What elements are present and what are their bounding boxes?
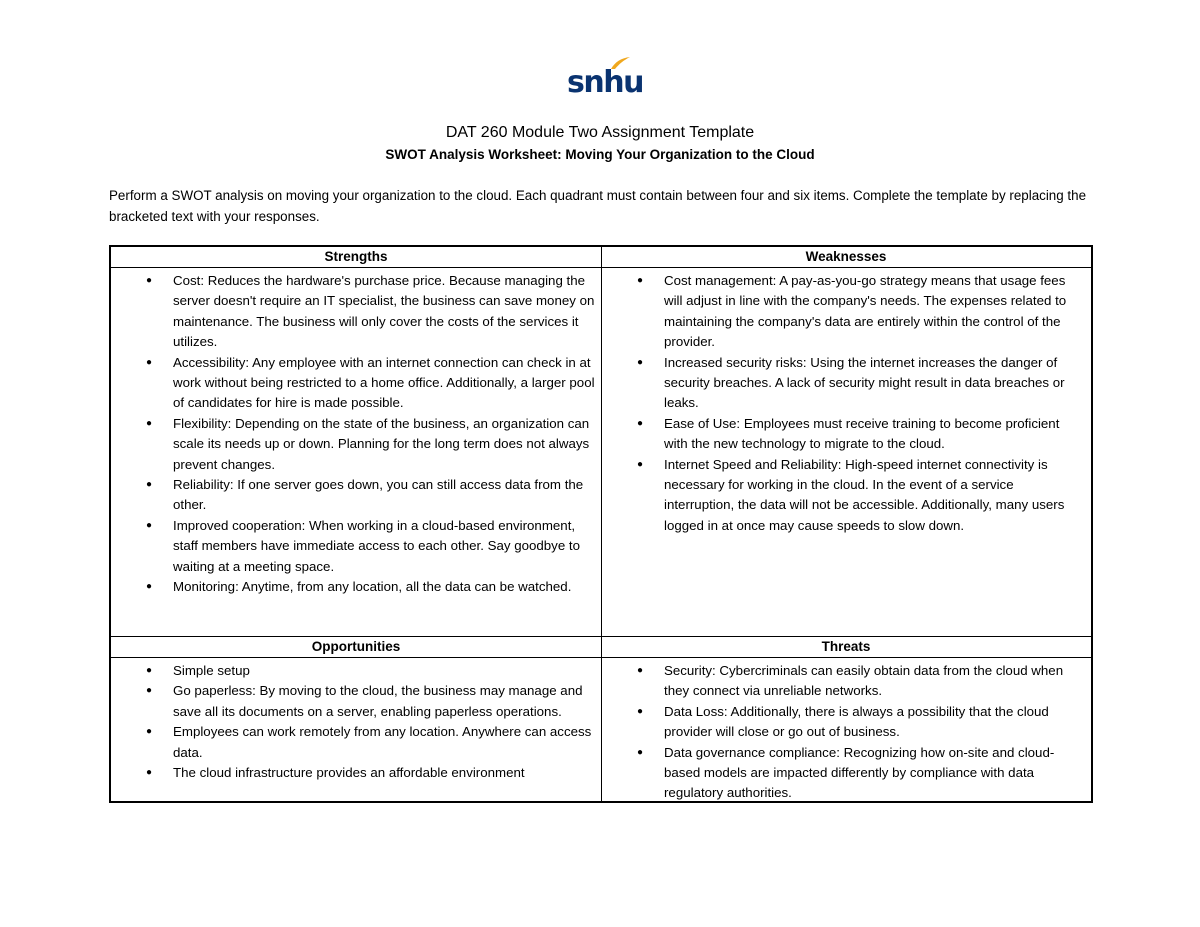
threats-list bbox=[602, 661, 1086, 804]
strengths-list bbox=[111, 271, 595, 598]
list-item: ● Cost management: A pay-as-you-go strategy means that usage fees will adjust in line with the company's needs. The expenses related to maintaining the company's data are entirely within the control of the provider. bbox=[602, 271, 1086, 353]
threats-heading: Threats bbox=[821, 639, 871, 654]
swot-table bbox=[109, 245, 1093, 803]
list-item: ● Employees can work remotely from any location. Anywhere can access data. bbox=[111, 722, 595, 763]
row-divider bbox=[111, 267, 1091, 268]
list-item: ● Flexibility: Depending on the state of the business, an organization can scale its needs up or down. Planning for the long term does not always prevent changes. bbox=[111, 414, 595, 475]
opportunities-list bbox=[111, 661, 595, 783]
page-subtitle: SWOT Analysis Worksheet: Moving Your Organization to the Cloud bbox=[385, 147, 815, 162]
snhu-logo bbox=[567, 56, 643, 102]
weaknesses-heading: Weaknesses bbox=[805, 249, 887, 264]
list-item: ● Go paperless: By moving to the cloud, the business may manage and save all its documents on a server, enabling paperless operations. bbox=[111, 681, 595, 722]
list-item: ● Improved cooperation: When working in a cloud-based environment, staff members have immediate access to each other. Say goodbye to waiting at a meeting space. bbox=[111, 516, 595, 577]
logo-text: snhu bbox=[567, 65, 643, 100]
list-item: ● Increased security risks: Using the internet increases the danger of security breaches. A lack of security might result in data breaches or leaks. bbox=[602, 353, 1086, 414]
list-item: ● Cost: Reduces the hardware's purchase price. Because managing the server doesn't require an IT specialist, the business can save money on maintenance. The business will only cover the costs of the services it utilizes. bbox=[111, 271, 595, 353]
instructions-paragraph: Perform a SWOT analysis on moving your organization to the cloud. Each quadrant must contain between four and six items. Complete the template by replacing the bracketed text with your responses. bbox=[109, 188, 1087, 224]
list-item: ● The cloud infrastructure provides an affordable environment bbox=[111, 763, 595, 783]
list-item: ● Simple setup bbox=[111, 661, 595, 681]
list-item: ● Data Loss: Additionally, there is always a possibility that the cloud provider will close or go out of business. bbox=[602, 702, 1086, 743]
list-item: ● Internet Speed and Reliability: High-speed internet connectivity is necessary for working in the cloud. In the event of a service interruption, the data will not be accessible. Additionally, many users logged in at once may cause speeds to slow down. bbox=[602, 455, 1086, 537]
list-item: ● Data governance compliance: Recognizing how on-site and cloud-based models are impacted differently by compliance with data regulatory authorities. bbox=[602, 743, 1086, 804]
row-divider bbox=[111, 657, 1091, 658]
strengths-heading: Strengths bbox=[324, 249, 388, 264]
page-title: DAT 260 Module Two Assignment Template bbox=[445, 124, 755, 141]
list-item: ● Monitoring: Anytime, from any location, all the data can be watched. bbox=[111, 577, 595, 597]
list-item: ● Security: Cybercriminals can easily obtain data from the cloud when they connect via unreliable networks. bbox=[602, 661, 1086, 702]
list-item: ● Reliability: If one server goes down, you can still access data from the other. bbox=[111, 475, 595, 516]
opportunities-heading: Opportunities bbox=[311, 639, 401, 654]
weaknesses-list bbox=[602, 271, 1086, 536]
list-item: ● Ease of Use: Employees must receive training to become proficient with the new technology to migrate to the cloud. bbox=[602, 414, 1086, 455]
list-item: ● Accessibility: Any employee with an internet connection can check in at work without being restricted to a home office. Additionally, a larger pool of candidates for hire is made possible. bbox=[111, 353, 595, 414]
